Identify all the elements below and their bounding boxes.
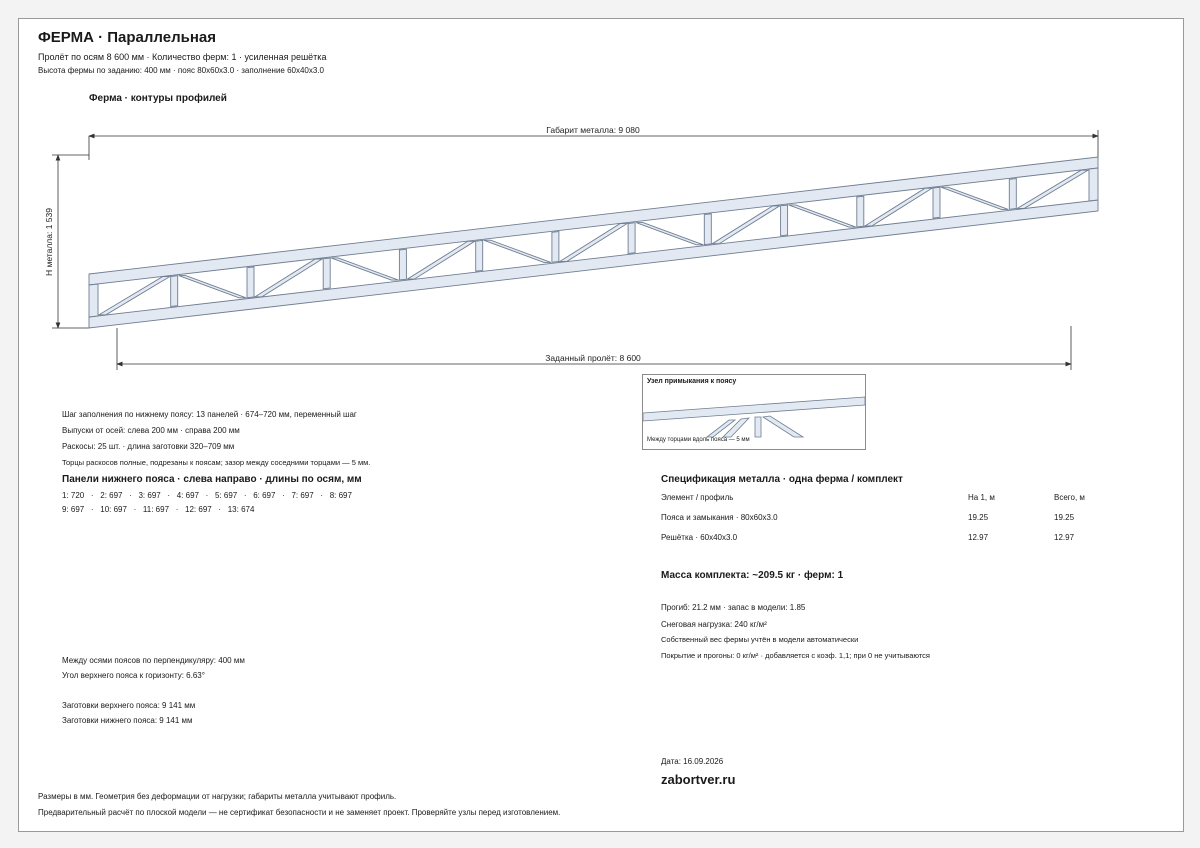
truss-post-6: [552, 232, 559, 263]
geom-bottom-chord-blank: Заготовки нижнего пояса: 9 141 мм: [62, 716, 193, 725]
inset-note: Между торцами вдоль пояса — 5 мм: [647, 437, 750, 443]
info-step: Шаг заполнения по нижнему поясу: 13 панелей · 674–720 мм, переменный шаг: [62, 410, 357, 419]
spec-row-web-per-one: 12.97: [968, 533, 989, 542]
spec-mass: Масса комплекта: ~209.5 кг · ферм: 1: [661, 570, 844, 581]
truss-post-4: [399, 249, 406, 280]
panels-row-2: 9: 697 · 10: 697 · 11: 697 · 12: 697 · 13: 674: [62, 505, 255, 514]
end-closure-left: [89, 284, 98, 317]
end-closure-right: [1089, 168, 1098, 201]
spec-header-per-one: На 1, м: [968, 493, 995, 502]
spec-header-total: Всего, м: [1054, 493, 1085, 502]
truss-post-1: [171, 276, 178, 307]
spec-title: Спецификация металла · одна ферма / комплект: [661, 474, 903, 485]
node-detail-inset: [642, 374, 866, 450]
footer-brand[interactable]: zabortver.ru: [661, 772, 736, 787]
truss-brace-10: [789, 205, 856, 227]
truss-post-2: [247, 267, 254, 298]
panels-row-1: 1: 720 · 2: 697 · 3: 697 · 4: 697 · 5: 697 · 6: 697 · 7: 697 · 8: 697: [62, 491, 352, 500]
spec-row-web-name: Решётка · 60х40х3.0: [661, 533, 738, 542]
header-summary: Пролёт по осям 8 600 мм · Количество ферм: 1 · усиленная решётка: [38, 52, 327, 62]
truss-brace-2: [179, 276, 246, 298]
spec-header-element: Элемент / профиль: [661, 493, 734, 502]
geom-angle: Угол верхнего пояса к горизонту: 6.63°: [62, 671, 205, 680]
inset-post: [755, 417, 761, 437]
header-profiles: Высота фермы по заданию: 400 мм · пояс 80х60х3.0 · заполнение 60х40х3.0: [38, 66, 324, 75]
truss-post-7: [628, 223, 635, 254]
truss-brace-6: [484, 240, 551, 262]
truss-post-10: [857, 196, 864, 227]
spec-row-chords-name: Пояса и замыкания · 80х60х3.0: [661, 513, 778, 522]
truss-post-8: [704, 214, 711, 245]
loads-snow: Снеговая нагрузка: 240 кг/м²: [661, 620, 767, 629]
loads-self-weight: Собственный вес фермы учтён в модели автоматически: [661, 635, 859, 644]
spec-row-web-total: 12.97: [1054, 533, 1075, 542]
dim-bottom-label: Заданный пролёт: 8 600: [545, 353, 641, 363]
dim-left-label: H металла: 1 539: [44, 208, 54, 276]
inset-chord: [643, 397, 865, 421]
spec-row-chords-total: 19.25: [1054, 513, 1075, 522]
truss-post-3: [323, 258, 330, 289]
panels-title: Панели нижнего пояса · слева направо · длины по осям, мм: [62, 474, 362, 485]
info-braces: Раскосы: 25 шт. · длина заготовки 320–709 мм: [62, 442, 235, 451]
footer-date: Дата: 16.09.2026: [661, 757, 724, 766]
truss-post-9: [781, 205, 788, 236]
inset-title: Узел примыкания к поясу: [647, 378, 737, 385]
loads-deflection: Прогиб: 21.2 мм · запас в модели: 1.85: [661, 603, 806, 612]
loads-roofing: Покрытие и прогоны: 0 кг/м² · добавляется с коэф. 1,1; при 0 не учитываются: [661, 651, 930, 660]
geom-top-chord-blank: Заготовки верхнего пояса: 9 141 мм: [62, 701, 196, 710]
footer-note-1: Размеры в мм. Геометрия без деформации от нагрузки; габариты металла учитывают профиль.: [38, 792, 397, 801]
spec-row-chords-per-one: 19.25: [968, 513, 989, 522]
truss-brace-12: [941, 187, 1008, 209]
geom-axis-distance: Между осями поясов по перпендикуляру: 400 мм: [62, 656, 245, 665]
info-overhangs: Выпуски от осей: слева 200 мм · справа 200 мм: [62, 426, 240, 435]
truss-outline: [89, 157, 1098, 328]
drawing-caption: Ферма · контуры профилей: [89, 93, 227, 104]
dim-top-label: Габарит металла: 9 080: [546, 125, 640, 135]
inset-brace-right: [763, 416, 803, 437]
truss-drawing: [0, 0, 1200, 380]
inset-brace-left-1: [723, 418, 749, 437]
footer-note-2: Предварительный расчёт по плоской модели — не сертификат безопасности и не заменяет проект. Проверяйте узлы перед изготовлением.: [38, 808, 561, 817]
page-title: ФЕРМА · Параллельная: [38, 29, 217, 46]
truss-brace-8: [636, 223, 703, 245]
info-ends: Торцы раскосов полные, подрезаны к поясам; зазор между соседними торцами — 5 мм.: [62, 458, 371, 467]
truss-post-5: [476, 240, 483, 271]
truss-post-12: [1009, 179, 1016, 210]
truss-post-11: [933, 187, 940, 218]
truss-brace-4: [331, 258, 398, 280]
